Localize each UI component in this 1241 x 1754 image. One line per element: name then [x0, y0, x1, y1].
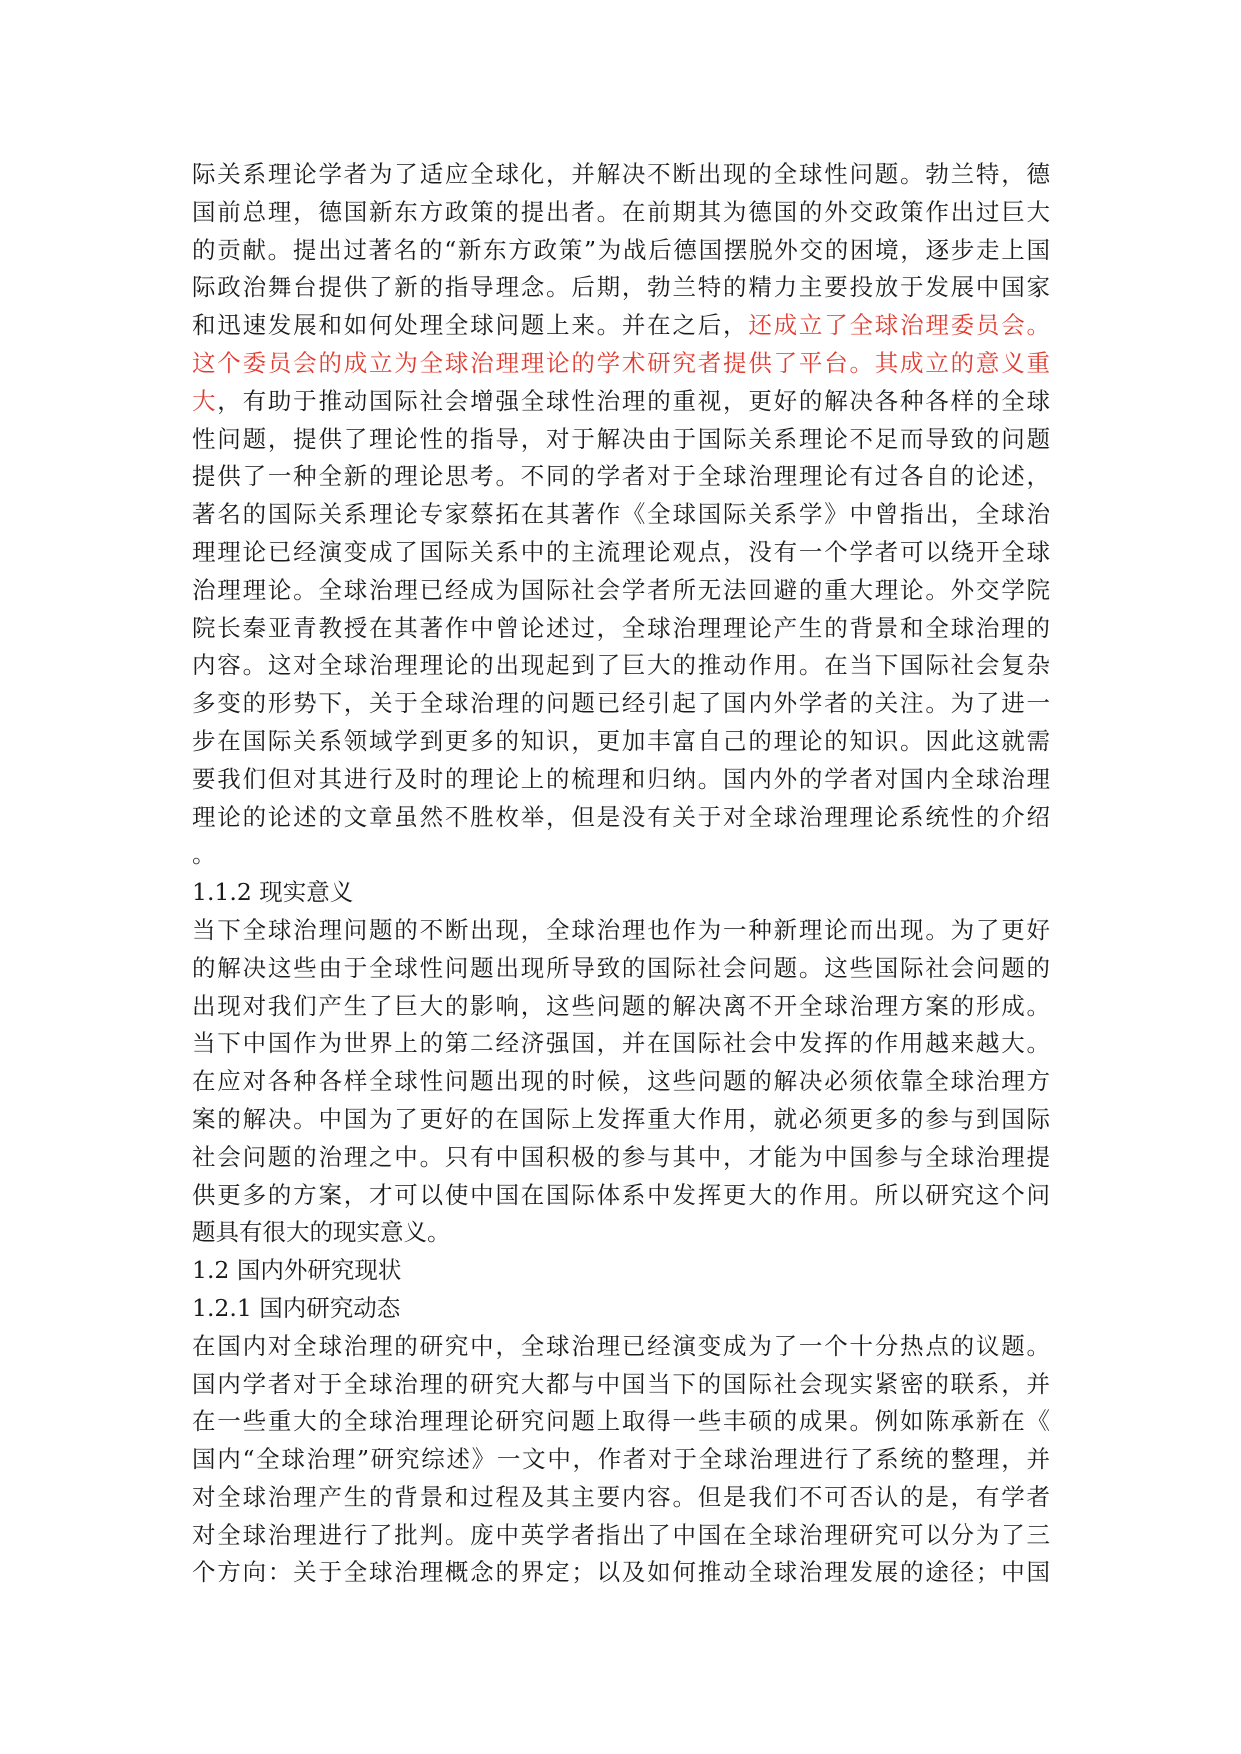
text-line: [192, 685, 1050, 723]
text-segment: ，有助于推动国际社会增强全球性治理的重视，更好的解决各种各样的全球: [217, 386, 1050, 415]
text-line: [192, 836, 1050, 874]
document-body: [192, 156, 1050, 1592]
highlighted-text-segment: 还成立了全球治理委员会。: [748, 311, 1050, 340]
text-segment: 在国内对全球治理的研究中，全球治理已经演变成为了一个十分热点的议题。: [192, 1331, 1050, 1360]
text-segment: 治理理论。全球治理已经成为国际社会学者所无法回避的重大理论。外交学院: [192, 575, 1050, 604]
text-line: [192, 383, 1050, 421]
text-segment: 。: [192, 840, 216, 869]
text-line: [192, 458, 1050, 496]
text-line: [192, 269, 1050, 307]
text-line: [192, 421, 1050, 459]
text-segment: 社会问题的治理之中。只有中国积极的参与其中，才能为中国参与全球治理提: [192, 1142, 1050, 1171]
text-segment: 国内学者对于全球治理的研究大都与中国当下的国际社会现实紧密的联系，并: [192, 1369, 1050, 1398]
text-line: [192, 1441, 1050, 1479]
text-line: [192, 345, 1050, 383]
text-segment: 国前总理，德国新东方政策的提出者。在前期其为德国的外交政策作出过巨大: [192, 197, 1050, 226]
text-line: [192, 1063, 1050, 1101]
text-line: [192, 1366, 1050, 1404]
text-segment: 对全球治理产生的背景和过程及其主要内容。但是我们不可否认的是，有学者: [192, 1482, 1050, 1511]
text-line: [192, 1214, 1050, 1252]
text-line: [192, 1177, 1050, 1215]
text-line: [192, 232, 1050, 270]
text-line: [192, 1403, 1050, 1441]
text-line: [192, 1139, 1050, 1177]
text-segment: 案的解决。中国为了更好的在国际上发挥重大作用，就必须更多的参与到国际: [192, 1104, 1050, 1133]
text-segment: 内容。这对全球治理理论的出现起到了巨大的推动作用。在当下国际社会复杂: [192, 651, 1050, 680]
highlighted-text-segment: 大: [192, 386, 218, 415]
text-line: [192, 610, 1050, 648]
text-segment: 的解决这些由于全球性问题出现所导致的国际社会问题。这些国际社会问题的: [192, 953, 1050, 982]
text-line: [192, 1479, 1050, 1517]
text-segment: 性问题，提供了理论性的指导，对于解决由于国际关系理论不足而导致的问题: [192, 424, 1050, 453]
text-segment: 在应对各种各样全球性问题出现的时候，这些问题的解决必须依靠全球治理方: [192, 1067, 1050, 1096]
text-segment: 院长秦亚青教授在其著作中曾论述过，全球治理理论产生的背景和全球治理的: [192, 613, 1050, 642]
text-segment: 对全球治理进行了批判。庞中英学者指出了中国在全球治理研究可以分为了三: [192, 1520, 1050, 1549]
text-line: [192, 1554, 1050, 1592]
text-segment: 著名的国际关系理论专家蔡拓在其著作《全球国际关系学》中曾指出，全球治: [192, 500, 1050, 529]
text-segment: 当下中国作为世界上的第二经济强国，并在国际社会中发挥的作用越来越大。: [192, 1029, 1050, 1058]
text-segment: 1.1.2 现实意义: [192, 878, 354, 907]
text-segment: 在一些重大的全球治理理论研究问题上取得一些丰硕的成果。例如陈承新在《: [192, 1407, 1050, 1436]
text-segment: 出现对我们产生了巨大的影响，这些问题的解决离不开全球治理方案的形成。: [192, 991, 1050, 1020]
text-segment: 际关系理论学者为了适应全球化，并解决不断出现的全球性问题。勃兰特，德: [192, 160, 1050, 188]
text-line: [192, 723, 1050, 761]
text-segment: 国内“全球治理”研究综述》一文中，作者对于全球治理进行了系统的整理，并: [192, 1445, 1050, 1474]
text-line: [192, 761, 1050, 799]
text-line: [192, 874, 1050, 912]
text-segment: 提供了一种全新的理论思考。不同的学者对于全球治理理论有过各自的论述，: [192, 462, 1050, 491]
text-line: [192, 156, 1050, 194]
text-segment: 的贡献。提出过著名的“新东方政策”为战后德国摆脱外交的困境，逐步走上国: [192, 235, 1050, 264]
text-line: [192, 572, 1050, 610]
text-segment: 际政治舞台提供了新的指导理念。后期，勃兰特的精力主要投放于发展中国家: [192, 273, 1050, 302]
text-segment: 1.2 国内外研究现状: [192, 1256, 402, 1285]
text-line: [192, 496, 1050, 534]
text-segment: 多变的形势下，关于全球治理的问题已经引起了国内外学者的关注。为了进一: [192, 689, 1050, 718]
text-segment: 个方向：关于全球治理概念的界定；以及如何推动全球治理发展的途径；中国: [192, 1558, 1050, 1587]
text-segment: 理论的论述的文章虽然不胜枚举，但是没有关于对全球治理理论系统性的介绍: [192, 802, 1050, 831]
text-segment: 和迅速发展和如何处理全球问题上来。并在之后，: [192, 311, 749, 340]
text-line: [192, 307, 1050, 345]
text-line: [192, 1252, 1050, 1290]
text-line: [192, 988, 1050, 1026]
text-line: [192, 1328, 1050, 1366]
text-line: [192, 799, 1050, 837]
text-segment: 步在国际关系领域学到更多的知识，更加丰富自己的理论的知识。因此这就需: [192, 726, 1050, 755]
text-segment: 题具有很大的现实意义。: [192, 1218, 451, 1247]
text-line: [192, 1025, 1050, 1063]
text-line: [192, 1290, 1050, 1328]
text-line: [192, 194, 1050, 232]
text-segment: 供更多的方案，才可以使中国在国际体系中发挥更大的作用。所以研究这个问: [192, 1180, 1050, 1209]
highlighted-text-segment: 这个委员会的成立为全球治理理论的学术研究者提供了平台。其成立的意义重: [192, 348, 1050, 377]
text-line: [192, 1517, 1050, 1555]
text-line: [192, 647, 1050, 685]
text-line: [192, 1101, 1050, 1139]
text-segment: 要我们但对其进行及时的理论上的梳理和归纳。国内外的学者对国内全球治理: [192, 764, 1050, 793]
text-line: [192, 912, 1050, 950]
text-segment: 当下全球治理问题的不断出现，全球治理也作为一种新理论而出现。为了更好: [192, 915, 1050, 944]
text-segment: 理理论已经演变成了国际关系中的主流理论观点，没有一个学者可以绕开全球: [192, 537, 1050, 566]
text-line: [192, 950, 1050, 988]
text-line: [192, 534, 1050, 572]
text-segment: 1.2.1 国内研究动态: [192, 1293, 401, 1322]
